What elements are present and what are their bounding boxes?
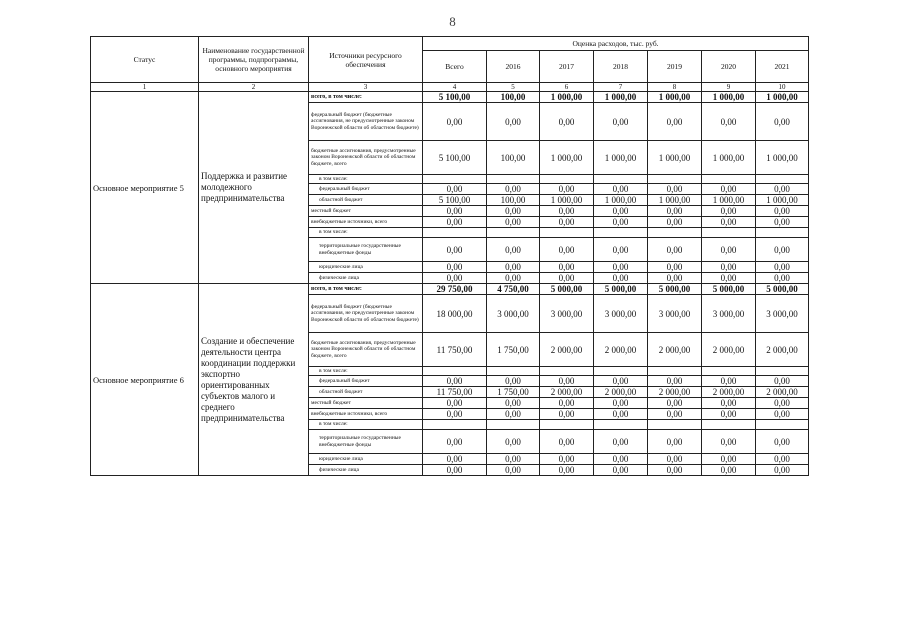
header-total: Всего (423, 51, 487, 83)
year-value-cell: 0,00 (702, 454, 756, 465)
year-value-cell (487, 228, 540, 238)
header-program-name: Наименование государственной программы, подпрограммы, основного мероприятия (199, 37, 309, 83)
source-cell: внебюджетные источники, всего (309, 409, 423, 420)
year-value-cell: 0,00 (594, 454, 648, 465)
year-value-cell: 0,00 (487, 206, 540, 217)
source-cell: областной бюджет (309, 387, 423, 398)
year-value-cell: 2 000,00 (702, 333, 756, 367)
year-value-cell (702, 367, 756, 376)
year-value-cell: 0,00 (540, 184, 594, 195)
year-value-cell: 0,00 (648, 409, 702, 420)
year-value-cell: 0,00 (594, 184, 648, 195)
year-value-cell (487, 175, 540, 184)
status-cell: Основное мероприятие 5 (91, 92, 199, 284)
year-value-cell: 0,00 (594, 273, 648, 284)
year-value-cell: 0,00 (594, 206, 648, 217)
header-year: 2017 (540, 51, 594, 83)
year-value-cell: 5 000,00 (540, 284, 594, 295)
total-value-cell: 0,00 (423, 103, 487, 141)
year-value-cell (487, 420, 540, 430)
year-value-cell: 1 000,00 (540, 195, 594, 206)
year-value-cell: 1 000,00 (702, 141, 756, 175)
year-value-cell: 0,00 (540, 376, 594, 387)
year-value-cell: 1 000,00 (540, 92, 594, 103)
year-value-cell: 3 000,00 (756, 295, 809, 333)
source-cell: юридические лица (309, 262, 423, 273)
year-value-cell (487, 367, 540, 376)
year-value-cell: 0,00 (756, 398, 809, 409)
year-value-cell: 0,00 (756, 273, 809, 284)
column-number: 9 (702, 83, 756, 92)
column-number: 3 (309, 83, 423, 92)
total-value-cell (423, 367, 487, 376)
year-value-cell: 0,00 (702, 430, 756, 454)
event-name-cell: Поддержка и развитие молодежного предпринимательства (199, 92, 309, 284)
year-value-cell: 0,00 (540, 238, 594, 262)
expenditure-table (90, 36, 809, 476)
year-value-cell (594, 175, 648, 184)
year-value-cell: 0,00 (756, 465, 809, 476)
year-value-cell: 0,00 (540, 465, 594, 476)
year-value-cell: 0,00 (487, 103, 540, 141)
total-value-cell: 0,00 (423, 409, 487, 420)
source-cell: юридические лица (309, 454, 423, 465)
year-value-cell: 0,00 (487, 217, 540, 228)
column-number: 2 (199, 83, 309, 92)
year-value-cell: 2 000,00 (648, 387, 702, 398)
year-value-cell (540, 175, 594, 184)
year-value-cell: 0,00 (756, 454, 809, 465)
source-cell: территориальные государственные внебюджетные фонды (309, 238, 423, 262)
year-value-cell: 2 000,00 (648, 333, 702, 367)
total-value-cell: 11 750,00 (423, 333, 487, 367)
year-value-cell: 0,00 (540, 409, 594, 420)
year-value-cell: 0,00 (487, 262, 540, 273)
year-value-cell: 0,00 (594, 409, 648, 420)
year-value-cell: 0,00 (702, 206, 756, 217)
year-value-cell: 0,00 (756, 217, 809, 228)
year-value-cell: 0,00 (540, 398, 594, 409)
source-cell: всего, в том числе: (309, 92, 423, 103)
header-year: 2018 (594, 51, 648, 83)
column-number: 10 (756, 83, 809, 92)
source-cell: местный бюджет (309, 398, 423, 409)
header-year: 2016 (487, 51, 540, 83)
year-value-cell (702, 420, 756, 430)
year-value-cell: 0,00 (487, 454, 540, 465)
year-value-cell: 1 000,00 (594, 141, 648, 175)
total-value-cell: 0,00 (423, 217, 487, 228)
year-value-cell (756, 175, 809, 184)
year-value-cell: 0,00 (702, 409, 756, 420)
year-value-cell: 0,00 (648, 103, 702, 141)
year-value-cell: 3 000,00 (540, 295, 594, 333)
column-number: 8 (648, 83, 702, 92)
source-cell: физические лица (309, 273, 423, 284)
year-value-cell: 0,00 (594, 238, 648, 262)
year-value-cell: 3 000,00 (702, 295, 756, 333)
source-cell: в том числе: (309, 228, 423, 238)
source-cell: местный бюджет (309, 206, 423, 217)
year-value-cell: 0,00 (702, 273, 756, 284)
total-value-cell: 0,00 (423, 184, 487, 195)
source-cell: федеральный бюджет (бюджетные ассигнования, не предусмотренные законом Воронежской области об областном бюджете) (309, 103, 423, 141)
year-value-cell: 0,00 (540, 430, 594, 454)
year-value-cell: 1 000,00 (594, 92, 648, 103)
year-value-cell (594, 367, 648, 376)
year-value-cell: 0,00 (702, 184, 756, 195)
column-numbers-row (91, 83, 809, 92)
year-value-cell: 0,00 (540, 103, 594, 141)
year-value-cell: 0,00 (648, 238, 702, 262)
year-value-cell: 100,00 (487, 195, 540, 206)
year-value-cell: 0,00 (702, 217, 756, 228)
source-cell: в том числе: (309, 420, 423, 430)
year-value-cell (594, 420, 648, 430)
year-value-cell: 0,00 (594, 376, 648, 387)
total-value-cell: 0,00 (423, 238, 487, 262)
year-value-cell (648, 420, 702, 430)
year-value-cell: 3 000,00 (487, 295, 540, 333)
status-cell: Основное мероприятие 6 (91, 284, 199, 476)
year-value-cell (594, 228, 648, 238)
year-value-cell: 0,00 (648, 454, 702, 465)
header-estimate: Оценка расходов, тыс. руб. (423, 37, 809, 51)
year-value-cell: 1 750,00 (487, 333, 540, 367)
year-value-cell: 0,00 (648, 262, 702, 273)
total-value-cell: 18 000,00 (423, 295, 487, 333)
year-value-cell: 0,00 (702, 465, 756, 476)
year-value-cell: 0,00 (702, 262, 756, 273)
year-value-cell: 1 000,00 (702, 195, 756, 206)
year-value-cell: 0,00 (487, 398, 540, 409)
year-value-cell: 0,00 (702, 398, 756, 409)
total-value-cell: 5 100,00 (423, 141, 487, 175)
year-value-cell (702, 228, 756, 238)
year-value-cell (648, 228, 702, 238)
year-value-cell: 100,00 (487, 92, 540, 103)
total-value-cell: 0,00 (423, 465, 487, 476)
source-cell: федеральный бюджет (309, 184, 423, 195)
total-value-cell: 0,00 (423, 398, 487, 409)
year-value-cell: 0,00 (756, 206, 809, 217)
year-value-cell: 2 000,00 (594, 387, 648, 398)
year-value-cell (648, 367, 702, 376)
year-value-cell: 0,00 (594, 465, 648, 476)
year-value-cell: 0,00 (702, 376, 756, 387)
source-cell: физические лица (309, 465, 423, 476)
year-value-cell: 0,00 (648, 465, 702, 476)
total-value-cell: 0,00 (423, 206, 487, 217)
year-value-cell: 0,00 (540, 262, 594, 273)
total-value-cell: 0,00 (423, 454, 487, 465)
year-value-cell: 1 000,00 (756, 92, 809, 103)
year-value-cell: 1 000,00 (540, 141, 594, 175)
year-value-cell: 0,00 (648, 273, 702, 284)
year-value-cell: 0,00 (756, 238, 809, 262)
year-value-cell: 0,00 (487, 238, 540, 262)
total-value-cell: 0,00 (423, 273, 487, 284)
year-value-cell: 4 750,00 (487, 284, 540, 295)
total-value-cell (423, 228, 487, 238)
year-value-cell: 1 000,00 (648, 141, 702, 175)
source-cell: внебюджетные источники, всего (309, 217, 423, 228)
total-value-cell (423, 420, 487, 430)
source-cell: бюджетные ассигнования, предусмотренные законом Воронежской области об областном бюджете, всего (309, 141, 423, 175)
year-value-cell: 0,00 (756, 409, 809, 420)
total-value-cell: 0,00 (423, 262, 487, 273)
year-value-cell: 0,00 (594, 262, 648, 273)
year-value-cell: 0,00 (648, 184, 702, 195)
year-value-cell: 0,00 (487, 273, 540, 284)
total-value-cell: 0,00 (423, 376, 487, 387)
total-value-cell: 5 100,00 (423, 92, 487, 103)
column-number: 6 (540, 83, 594, 92)
header-year: 2019 (648, 51, 702, 83)
year-value-cell (648, 175, 702, 184)
total-value-cell: 0,00 (423, 430, 487, 454)
source-cell: территориальные государственные внебюджетные фонды (309, 430, 423, 454)
column-number: 5 (487, 83, 540, 92)
year-value-cell: 0,00 (487, 430, 540, 454)
year-value-cell: 0,00 (648, 206, 702, 217)
table-header (91, 37, 809, 92)
year-value-cell: 1 000,00 (648, 92, 702, 103)
year-value-cell: 0,00 (594, 217, 648, 228)
year-value-cell: 1 000,00 (756, 195, 809, 206)
header-sources: Источники ресурсного обеспечения (309, 37, 423, 83)
year-value-cell: 2 000,00 (756, 387, 809, 398)
year-value-cell: 5 000,00 (594, 284, 648, 295)
source-cell: областной бюджет (309, 195, 423, 206)
event-name-cell: Создание и обеспечение деятельности центра координации поддержки экспортно ориентированных субъектов малого и среднего предпринимательства (199, 284, 309, 476)
year-value-cell: 0,00 (648, 398, 702, 409)
year-value-cell: 100,00 (487, 141, 540, 175)
year-value-cell: 0,00 (594, 430, 648, 454)
year-value-cell: 0,00 (702, 238, 756, 262)
year-value-cell: 1 750,00 (487, 387, 540, 398)
column-number: 7 (594, 83, 648, 92)
year-value-cell: 0,00 (487, 376, 540, 387)
year-value-cell (756, 367, 809, 376)
year-value-cell: 0,00 (702, 103, 756, 141)
header-status: Статус (91, 37, 199, 83)
table-body (91, 92, 809, 476)
source-cell: федеральный бюджет (бюджетные ассигнования, не предусмотренные законом Воронежской области об областном бюджете) (309, 295, 423, 333)
year-value-cell: 0,00 (648, 376, 702, 387)
source-cell: всего, в том числе: (309, 284, 423, 295)
year-value-cell: 0,00 (540, 273, 594, 284)
year-value-cell (540, 367, 594, 376)
year-value-cell: 0,00 (594, 103, 648, 141)
table-row (91, 284, 809, 295)
total-value-cell: 29 750,00 (423, 284, 487, 295)
year-value-cell: 0,00 (756, 262, 809, 273)
year-value-cell: 0,00 (756, 184, 809, 195)
year-value-cell (540, 228, 594, 238)
year-value-cell: 1 000,00 (702, 92, 756, 103)
column-number: 4 (423, 83, 487, 92)
year-value-cell (540, 420, 594, 430)
year-value-cell: 0,00 (756, 430, 809, 454)
year-value-cell: 2 000,00 (540, 333, 594, 367)
source-cell: федеральный бюджет (309, 376, 423, 387)
header-year: 2020 (702, 51, 756, 83)
year-value-cell: 0,00 (540, 454, 594, 465)
total-value-cell: 11 750,00 (423, 387, 487, 398)
year-value-cell: 2 000,00 (702, 387, 756, 398)
year-value-cell: 0,00 (487, 465, 540, 476)
year-value-cell: 3 000,00 (594, 295, 648, 333)
year-value-cell: 1 000,00 (594, 195, 648, 206)
column-number: 1 (91, 83, 199, 92)
page-number: 8 (449, 14, 456, 29)
year-value-cell: 5 000,00 (756, 284, 809, 295)
year-value-cell: 3 000,00 (648, 295, 702, 333)
year-value-cell (702, 175, 756, 184)
year-value-cell: 0,00 (487, 409, 540, 420)
year-value-cell (756, 420, 809, 430)
year-value-cell: 0,00 (648, 430, 702, 454)
table-row (91, 92, 809, 103)
year-value-cell: 1 000,00 (648, 195, 702, 206)
year-value-cell: 0,00 (487, 184, 540, 195)
year-value-cell: 0,00 (756, 103, 809, 141)
source-cell: в том числе: (309, 175, 423, 184)
total-value-cell: 5 100,00 (423, 195, 487, 206)
total-value-cell (423, 175, 487, 184)
year-value-cell: 5 000,00 (648, 284, 702, 295)
year-value-cell: 5 000,00 (702, 284, 756, 295)
year-value-cell: 0,00 (540, 217, 594, 228)
year-value-cell: 0,00 (540, 206, 594, 217)
year-value-cell: 2 000,00 (594, 333, 648, 367)
year-value-cell: 0,00 (648, 217, 702, 228)
year-value-cell: 1 000,00 (756, 141, 809, 175)
year-value-cell (756, 228, 809, 238)
year-value-cell: 0,00 (756, 376, 809, 387)
header-year: 2021 (756, 51, 809, 83)
source-cell: в том числе: (309, 367, 423, 376)
year-value-cell: 2 000,00 (756, 333, 809, 367)
year-value-cell: 0,00 (594, 398, 648, 409)
source-cell: бюджетные ассигнования, предусмотренные законом Воронежской области об областном бюджете, всего (309, 333, 423, 367)
year-value-cell: 2 000,00 (540, 387, 594, 398)
